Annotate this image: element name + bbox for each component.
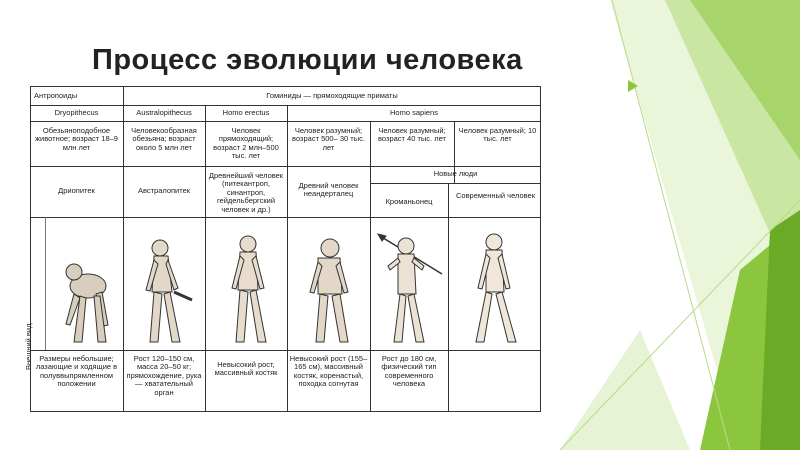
homo-erectus-figure-icon [218,232,280,348]
latin-name: Australopithecus [136,108,192,117]
species-name: Современный человек [455,191,535,200]
row-divider [30,166,541,167]
row-divider [30,217,541,218]
row-divider [30,121,541,122]
latin-name: Homo sapiens [390,108,438,117]
traits: Размеры небольшие; лазающие и ходящие в полуввыпрямленном положении [35,354,118,389]
neanderthal-figure-icon [300,236,362,348]
traits: Невысокий рост (155–165 см), массивный костяк, коренастый, походка согнутая [289,354,368,389]
species-name: Древний человек неандерталец [298,181,359,199]
description: Человек разумный; 10 тыс. лет [458,126,537,144]
row-divider [30,350,541,351]
description: Человек прямоходящий; возраст 2 млн–500 тыс. лет [213,126,279,161]
traits: Рост до 180 см, физический тип современного человека [381,354,437,389]
description: Человек разумный; возраст 500– 30 тыс. лет [292,126,365,152]
header-anthropoids: Антропоиды [34,91,78,100]
australopithecus-figure-icon [134,236,196,348]
traits: Невысокий рост, массивный костяк [214,360,278,378]
latin-name: Dryopithecus [54,108,99,117]
description: Человекообразная обезьяна; возраст около 5 млн лет [131,126,197,152]
traits: Рост 120–150 см, масса 20–50 кг; прямохождение, рука — хватательный орган [126,354,202,397]
header-hominids: Гоминиды — прямоходящие приматы [266,91,398,100]
column-divider [205,105,206,412]
side-label-appearance: Внешний вид [24,323,33,370]
dryopithecus-figure-icon [44,246,122,350]
latin-name: Homo erectus [222,108,270,117]
row-divider [370,183,541,184]
species-name: Дриопитек [58,186,95,195]
species-name: Австралопитек [137,186,191,195]
table-border-bottom [30,411,541,412]
table-border-top [30,86,541,87]
description: Обезьяноподобное животное; возраст 18–9 млн лет [35,126,118,152]
column-divider [370,121,371,412]
table-border-right [540,86,541,412]
description: Человек разумный; возраст 40 тыс. лет [378,126,446,144]
new-people-label: Новые люди [433,169,478,178]
species-name: Древнейший человек (питекантроп, синантроп, гейдельбергский человек и др.) [208,171,284,214]
cro-magnon-figure-icon [376,232,444,348]
species-name: Кроманьонец [385,197,433,206]
column-divider [448,183,449,412]
column-divider [123,86,124,412]
slide-title: Процесс эволюции человека [92,44,523,76]
evolution-table [24,86,541,412]
modern-human-figure-icon [458,230,530,348]
row-divider [30,105,541,106]
column-divider [287,105,288,412]
